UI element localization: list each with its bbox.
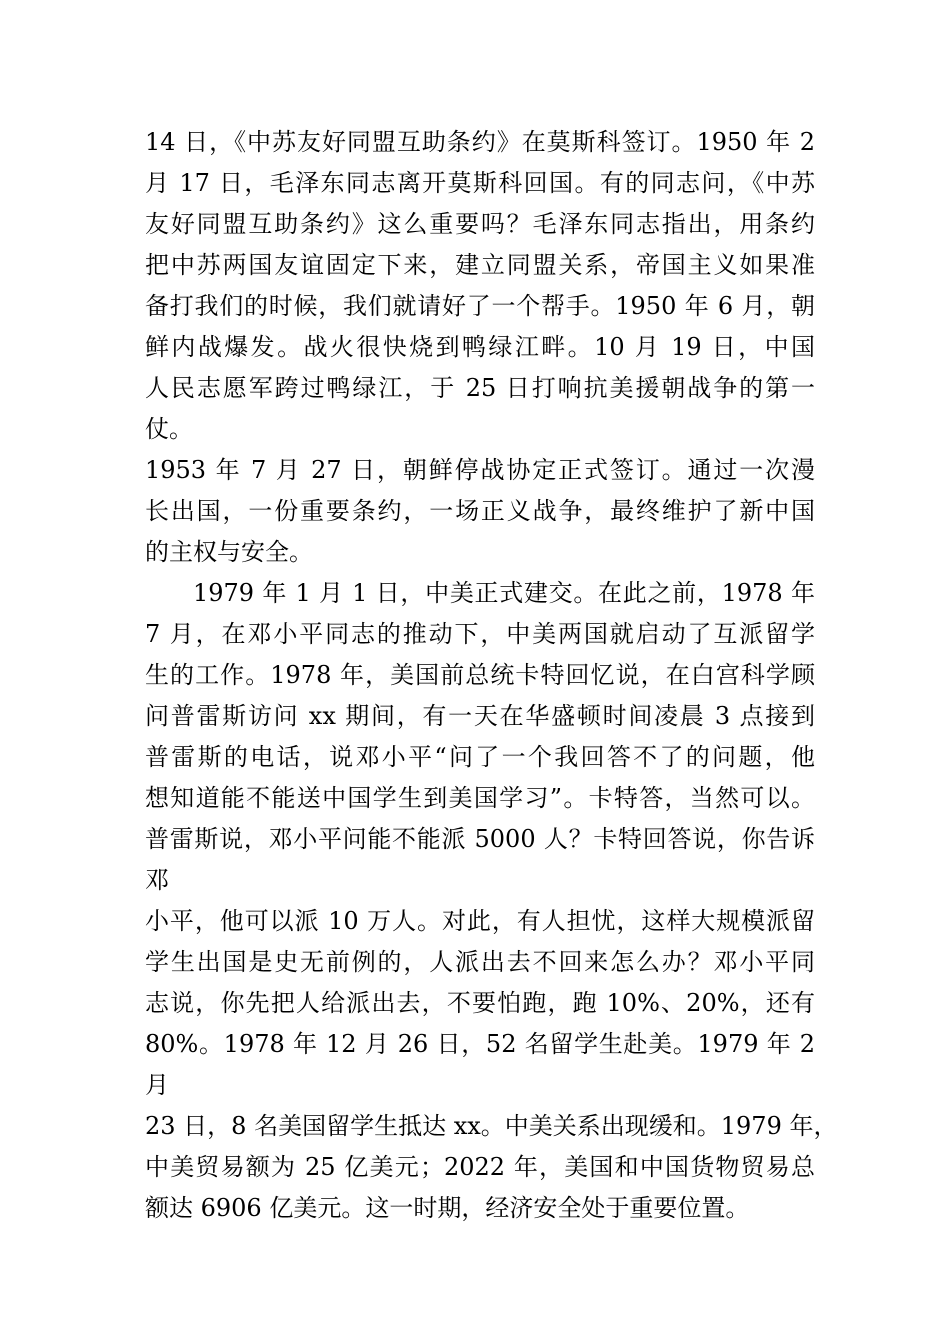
text-line: 问普雷斯访问 xx 期间，有一天在华盛顿时间凌晨 3 点接到 [145, 702, 815, 730]
text-line: 备打我们的时候，我们就请好了一个帮手。1950 年 6 月，朝 [145, 292, 815, 320]
text-line: 80%。1978 年 12 月 26 日，52 名留学生赴美。1979 年 2 [145, 1030, 815, 1058]
text-line: 额达 6906 亿美元。这一时期，经济安全处于重要位置。 [145, 1194, 750, 1222]
text-line: 普雷斯说，邓小平问能不能派 5000 人？卡特回答说，你告诉 [145, 825, 815, 853]
text-line: 人民志愿军跨过鸭绿江，于 25 日打响抗美援朝战争的第一 [145, 374, 815, 402]
text-line: 长出国，一份重要条约，一场正义战争，最终维护了新中国 [145, 497, 815, 525]
text-line: 普雷斯的电话，说邓小平“问了一个我回答不了的问题，他 [145, 743, 815, 771]
text-line: 14 日，《中苏友好同盟互助条约》在莫斯科签订。1950 年 2 [145, 128, 815, 156]
text-line: 7 月，在邓小平同志的推动下，中美两国就启动了互派留学 [145, 620, 815, 648]
text-line: 志说，你先把人给派出去，不要怕跑，跑 10%、20%，还有 [145, 989, 815, 1017]
text-line: 鲜内战爆发。战火很快烧到鸭绿江畔。10 月 19 日，中国 [145, 333, 815, 361]
text-line: 小平，他可以派 10 万人。对此，有人担忧，这样大规模派留 [145, 907, 815, 935]
text-line: 月 17 日，毛泽东同志离开莫斯科回国。有的同志问，《中苏 [145, 169, 815, 197]
text-line: 23 日，8 名美国留学生抵达 xx。中美关系出现缓和。1979 年， [145, 1112, 838, 1140]
text-line: 邓 [145, 866, 169, 894]
text-line: 仗。 [145, 415, 193, 443]
text-line: 生的工作。1978 年，美国前总统卡特回忆说，在白宫科学顾 [145, 661, 815, 689]
text-line: 把中苏两国友谊固定下来，建立同盟关系，帝国主义如果准 [145, 251, 815, 279]
text-line: 1979 年 1 月 1 日，中美正式建交。在此之前，1978 年 [193, 579, 815, 607]
text-line: 想知道能不能送中国学生到美国学习”。卡特答，当然可以。 [145, 784, 815, 812]
body-text [145, 122, 838, 1229]
text-line: 的主权与安全。 [145, 538, 313, 566]
text-line: 1953 年 7 月 27 日，朝鲜停战协定正式签订。通过一次漫 [145, 456, 815, 484]
text-line: 中美贸易额为 25 亿美元；2022 年，美国和中国货物贸易总 [145, 1153, 815, 1181]
text-line: 学生出国是史无前例的，人派出去不回来怎么办？邓小平同 [145, 948, 815, 976]
text-line: 友好同盟互助条约》这么重要吗？毛泽东同志指出，用条约 [145, 210, 815, 238]
text-line: 月 [145, 1071, 169, 1099]
